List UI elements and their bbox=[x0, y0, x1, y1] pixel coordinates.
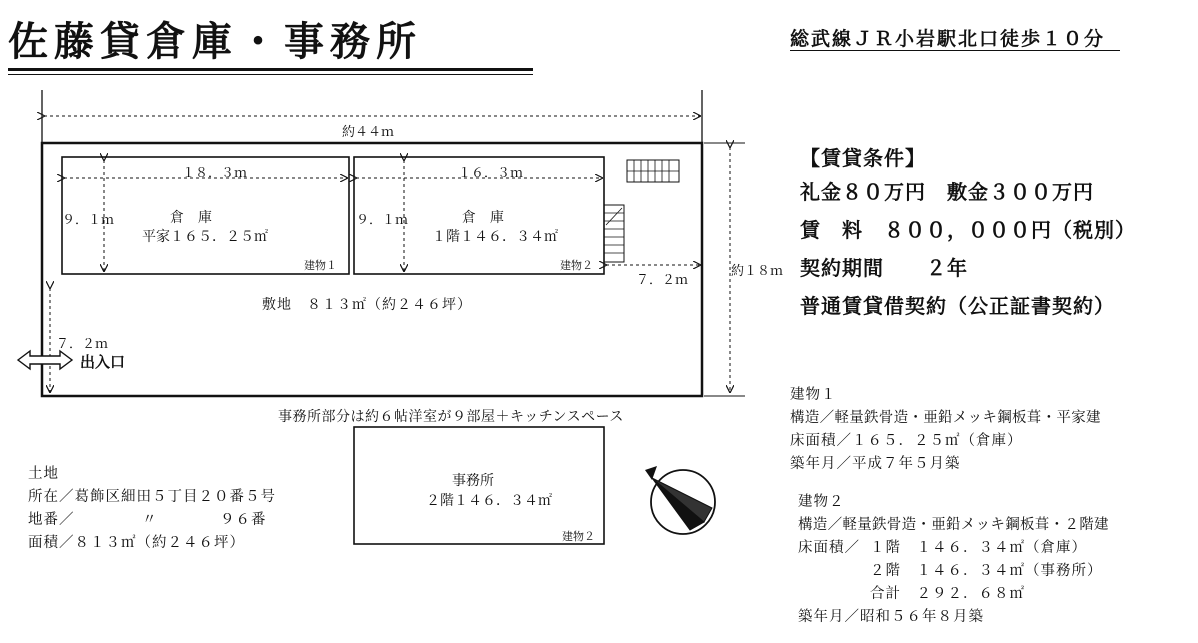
contract-term: 契約期間 ２年 bbox=[800, 256, 968, 280]
building2-structure: 構造／軽量鉄骨造・亜鉛メッキ鋼板葺・２階建 bbox=[798, 517, 1109, 533]
building2-floor1: １階 １４６．３４㎡（倉庫） bbox=[870, 540, 1087, 556]
warehouse2-name: 倉 庫 bbox=[462, 210, 504, 226]
warehouse2-width-label: １６．３ｍ bbox=[458, 166, 524, 181]
building1-built: 築年月／平成７年５月築 bbox=[790, 456, 961, 472]
side-gap-label: ７．２ｍ bbox=[636, 273, 689, 288]
building1-floor-area: 床面積／１６５．２５㎡（倉庫） bbox=[790, 433, 1023, 449]
stair-side-icon bbox=[604, 205, 624, 262]
building2-floor-label: 床面積／ bbox=[798, 540, 860, 556]
office-note: 事務所部分は約６帖洋室が９部屋＋キッチンスペース bbox=[278, 409, 624, 425]
overall-width-label: 約４４ｍ bbox=[342, 125, 395, 140]
entrance-width-label: ７．２ｍ bbox=[56, 337, 109, 352]
building2-floor2: ２階 １４６．３４㎡（事務所） bbox=[870, 563, 1103, 579]
warehouse1-width-label: １８．３ｍ bbox=[182, 166, 248, 181]
land-heading: 土地 bbox=[28, 466, 59, 482]
warehouse2-tag: 建物２ bbox=[560, 259, 593, 272]
conditions-heading: 【賃貸条件】 bbox=[800, 146, 926, 170]
building2-total: 合計 ２９２．６８㎡ bbox=[870, 586, 1025, 602]
north-arrow-icon bbox=[645, 466, 715, 534]
office-name: 事務所 bbox=[452, 473, 494, 489]
contract-type: 普通賃貸借契約（公正証書契約） bbox=[800, 294, 1115, 318]
office-tag: 建物２ bbox=[562, 530, 595, 543]
building2-built: 築年月／昭和５６年８月築 bbox=[798, 609, 984, 625]
entrance-label: 出入口 bbox=[80, 353, 126, 371]
warehouse2-area: １階１４６．３４㎡ bbox=[432, 229, 558, 245]
page-title: 佐藤貸倉庫・事務所 bbox=[8, 19, 422, 65]
office-area: ２階１４６．３４㎡ bbox=[426, 493, 552, 509]
warehouse1-name: 倉 庫 bbox=[170, 210, 212, 226]
land-lot-ditto: 〃 bbox=[142, 512, 158, 528]
site-boundary bbox=[42, 143, 702, 396]
warehouse1-depth-label: ９．１ｍ bbox=[62, 213, 115, 228]
overall-depth-label: 約１８ｍ bbox=[731, 264, 784, 279]
land-location: 所在／葛飾区細田５丁目２０番５号 bbox=[28, 489, 276, 505]
building1-heading: 建物１ bbox=[790, 387, 837, 403]
double-arrow-icon bbox=[18, 351, 72, 369]
stair-upper-icon bbox=[627, 160, 679, 182]
building1-structure: 構造／軽量鉄骨造・亜鉛メッキ鋼板葺・平家建 bbox=[790, 410, 1101, 426]
land-lot-label: 地番／ bbox=[28, 512, 75, 528]
station-access: 総武線ＪＲ小岩駅北口徒歩１０分 bbox=[790, 28, 1106, 50]
land-area: 面積／８１３㎡（約２４６坪） bbox=[28, 535, 245, 551]
building2-heading: 建物２ bbox=[798, 494, 845, 510]
key-money-deposit: 礼金８０万円 敷金３００万円 bbox=[800, 180, 1094, 204]
land-lot-number: ９６番 bbox=[220, 512, 267, 528]
rent: 賃 料 ８００，０００円（税別） bbox=[800, 218, 1136, 242]
warehouse2-depth-label: ９．１ｍ bbox=[356, 213, 409, 228]
site-area-label: 敷地 ８１３㎡（約２４６坪） bbox=[262, 297, 472, 313]
warehouse1-tag: 建物１ bbox=[304, 259, 337, 272]
warehouse1-area: 平家１６５．２５㎡ bbox=[142, 229, 268, 245]
